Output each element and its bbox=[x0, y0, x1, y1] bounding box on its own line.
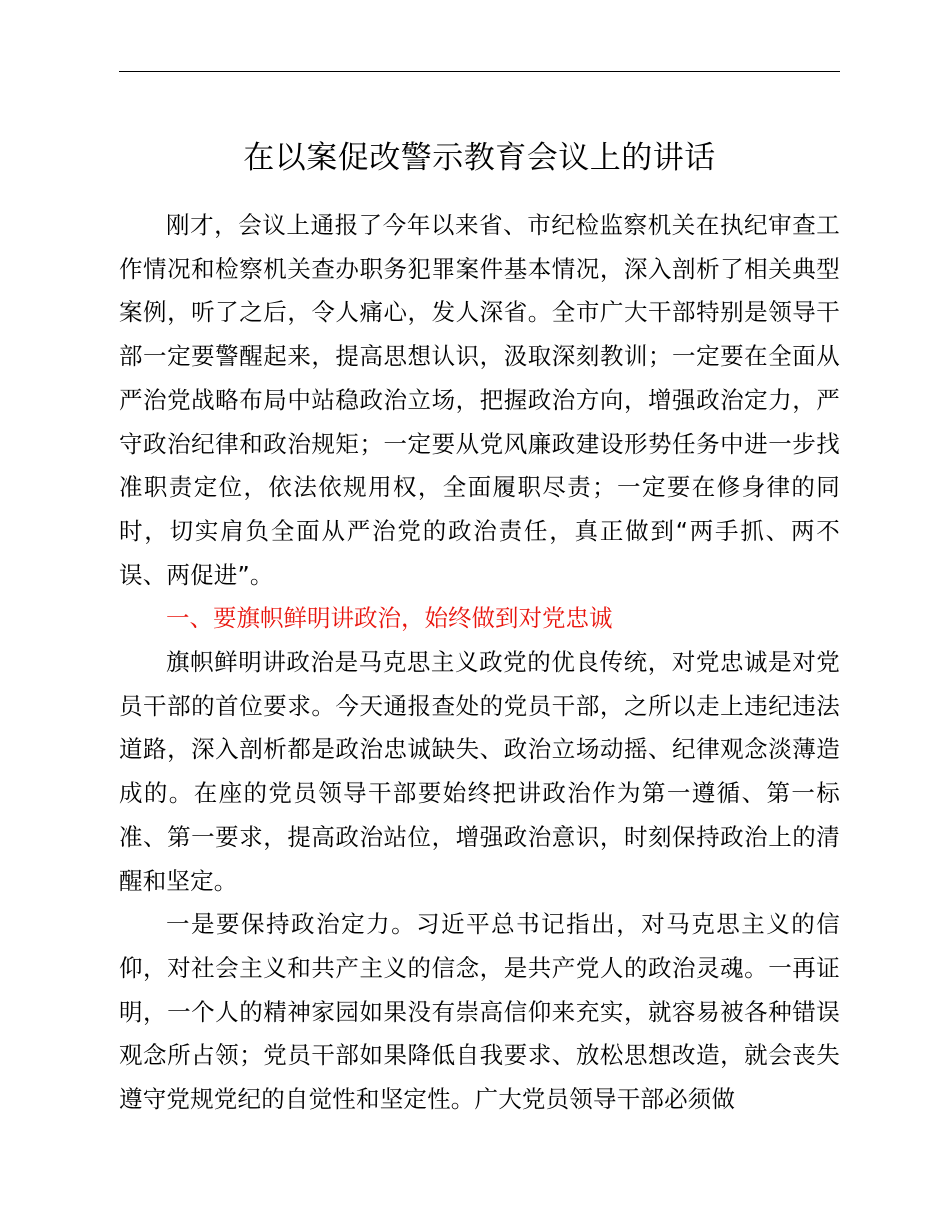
section-paragraph: 一是要保持政治定力。习近平总书记指出，对马克思主义的信仰，对社会主义和共产主义的信念，是共产党人的政治灵魂。一再证明，一个人的精神家园如果没有崇高信仰来充实，就容易被各种错误观念所占领；党员干部如果降低自我要求、放松思想改造，就会丧失遵守党规党纪的自觉性和坚定性。广大党员领导干部必须做 bbox=[119, 910, 840, 1114]
document-body bbox=[119, 204, 840, 1122]
document-title: 在以案促改警示教育会议上的讲话 bbox=[243, 140, 716, 176]
section-paragraph: 旗帜鲜明讲政治是马克思主义政党的优良传统，对党忠诚是对党员干部的首位要求。今天通报查处的党员干部，之所以走上违纪违法道路，深入剖析都是政治忠诚缺失、政治立场动摇、纪律观念淡薄造成的。在座的党员领导干部要始终把讲政治作为第一遵循、第一标准、第一要求，提高政治站位，增强政治意识，时刻保持政治上的清醒和坚定。 bbox=[119, 648, 840, 895]
section-heading: 一、要旗帜鲜明讲政治，始终做到对党忠诚 bbox=[166, 604, 613, 633]
header-rule bbox=[119, 71, 840, 72]
intro-paragraph: 刚才，会议上通报了今年以来省、市纪检监察机关在执纪审查工作情况和检察机关查办职务犯罪案件基本情况，深入剖析了相关典型案例，听了之后，令人痛心，发人深省。全市广大干部特别是领导干部一定要警醒起来，提高思想认识，汲取深刻教训；一定要在全面从严治党战略布局中站稳政治立场，把握政治方向，增强政治定力，严守政治纪律和政治规矩；一定要从党风廉政建设形势任务中进一步找准职责定位，依法依规用权，全面履职尽责；一定要在修身律的同时，切实肩负全面从严治党的政治责任，真正做到“两手抓、两不误、两促进”。 bbox=[119, 211, 840, 589]
